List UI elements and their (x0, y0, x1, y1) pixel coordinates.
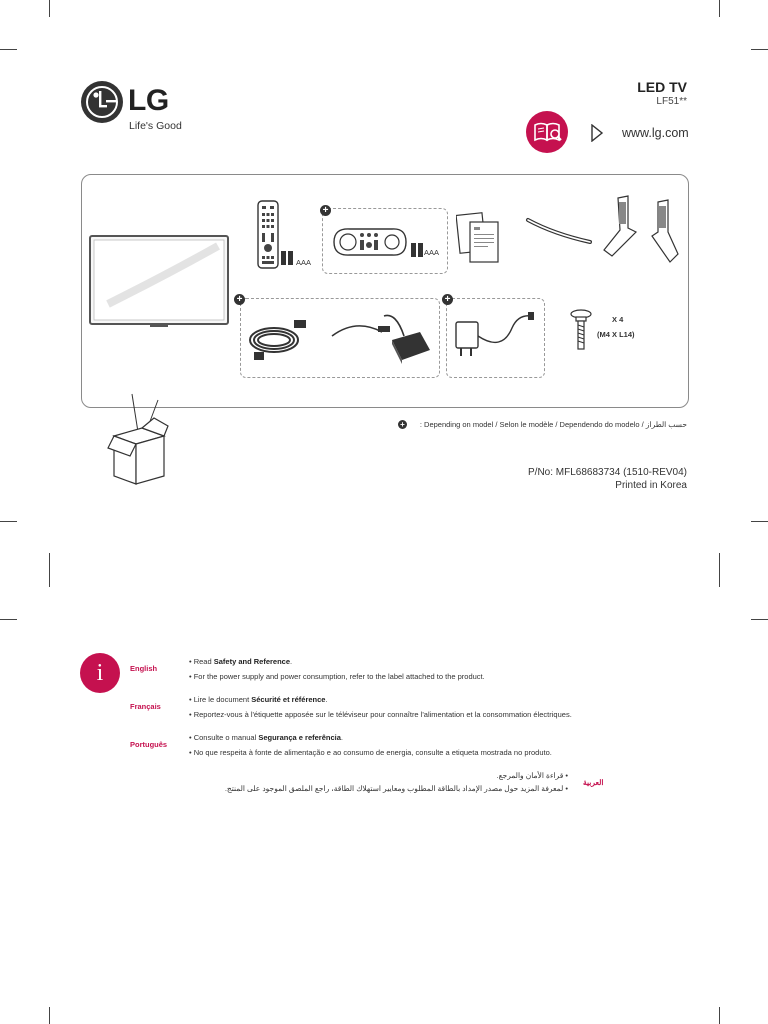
portuguese-line-2: • No que respeita à fonte de alimentação e ao consumo de energia, consulte a etiqueta mostrada no produto. (189, 748, 552, 757)
portuguese-line-1 (189, 733, 343, 742)
crop-mark (49, 1007, 50, 1024)
french-line-1-bold: Sécurité et référence (251, 695, 326, 704)
english-line-2: • For the power supply and power consumption, refer to the label attached to the product. (189, 672, 485, 681)
stand-icon (600, 194, 682, 270)
crop-mark (49, 553, 50, 587)
english-line-1-suffix: . (290, 657, 293, 666)
product-title: LED TV (637, 79, 687, 95)
portuguese-line-1-suffix: . (340, 733, 343, 742)
portuguese-line-1-prefix: • Consulte o manual (189, 733, 259, 742)
english-line-1-prefix: • Read (189, 657, 214, 666)
info-icon-letter: i (96, 660, 104, 686)
crop-mark (0, 49, 17, 50)
crop-mark (0, 521, 17, 522)
printed-in: Printed in Korea (615, 480, 687, 491)
power-cord-icon (246, 310, 316, 364)
french-line-1 (189, 695, 328, 704)
crop-mark (751, 521, 768, 522)
crop-mark (0, 619, 17, 620)
box-icon (106, 392, 170, 488)
french-line-2: • Reportez-vous à l'étiquette apposée sur le téléviseur pour connaître l'alimentation et la consommation électriques. (189, 710, 572, 719)
lang-portuguese: Português (130, 740, 168, 749)
ac-adapter-icon (326, 310, 434, 368)
lang-french: Français (130, 702, 161, 711)
screw-size: (M4 X L14) (597, 330, 635, 339)
magic-remote-icon (330, 224, 410, 260)
model-number: LF51** (656, 96, 687, 107)
lang-english: English (130, 664, 158, 673)
arabic-line-2: • لمعرفة المزيد حول مصدر الإمداد بالطاقة المطلوب ومعايير استهلاك الطاقة، راجع الملصق الموجود على المنتج. (224, 784, 568, 793)
remote-control-icon (256, 200, 280, 270)
plus-icon: + (320, 205, 331, 216)
battery-label: AAA (296, 258, 312, 267)
crop-mark (751, 49, 768, 50)
crop-mark (719, 1007, 720, 1024)
battery-icon (280, 250, 294, 266)
english-line-1 (189, 657, 292, 666)
plus-icon: + (398, 420, 407, 429)
logo-tagline: Life's Good (129, 120, 182, 132)
battery-icon (410, 242, 424, 258)
part-number: P/No: MFL68683734 (1510-REV04) (528, 467, 687, 478)
manual-booklets-icon (456, 212, 504, 264)
plus-icon: + (234, 294, 245, 305)
screw-count: X 4 (612, 315, 624, 324)
arabic-line-1: • قراءة الأمان والمرجع. (496, 771, 568, 780)
crop-mark (719, 553, 720, 587)
cable-holder-icon (524, 214, 594, 246)
battery-label: AAA (424, 248, 440, 257)
model-note: : Depending on model / Selon le modèle / Dependendo do modelo / حسب الطراز (419, 420, 687, 429)
plus-icon: + (442, 294, 453, 305)
tv-illustration (88, 234, 230, 330)
play-outline-icon (590, 124, 604, 142)
english-line-1-bold: Safety and Reference (213, 657, 291, 666)
lang-arabic: العربية (583, 778, 604, 787)
crop-mark (719, 0, 720, 17)
crop-mark (49, 0, 50, 17)
screw-icon (568, 308, 594, 354)
french-line-1-suffix: . (325, 695, 328, 704)
lg-logo-icon (80, 80, 124, 124)
portuguese-line-1-bold: Segurança e referência (258, 733, 341, 742)
crop-mark (751, 619, 768, 620)
info-icon (80, 653, 120, 693)
wall-adapter-icon (452, 308, 538, 358)
french-line-1-prefix: • Lire le document (189, 695, 252, 704)
book-search-icon (526, 111, 568, 153)
logo-wordmark: LG (128, 84, 169, 117)
website-link[interactable]: www.lg.com (622, 126, 689, 140)
